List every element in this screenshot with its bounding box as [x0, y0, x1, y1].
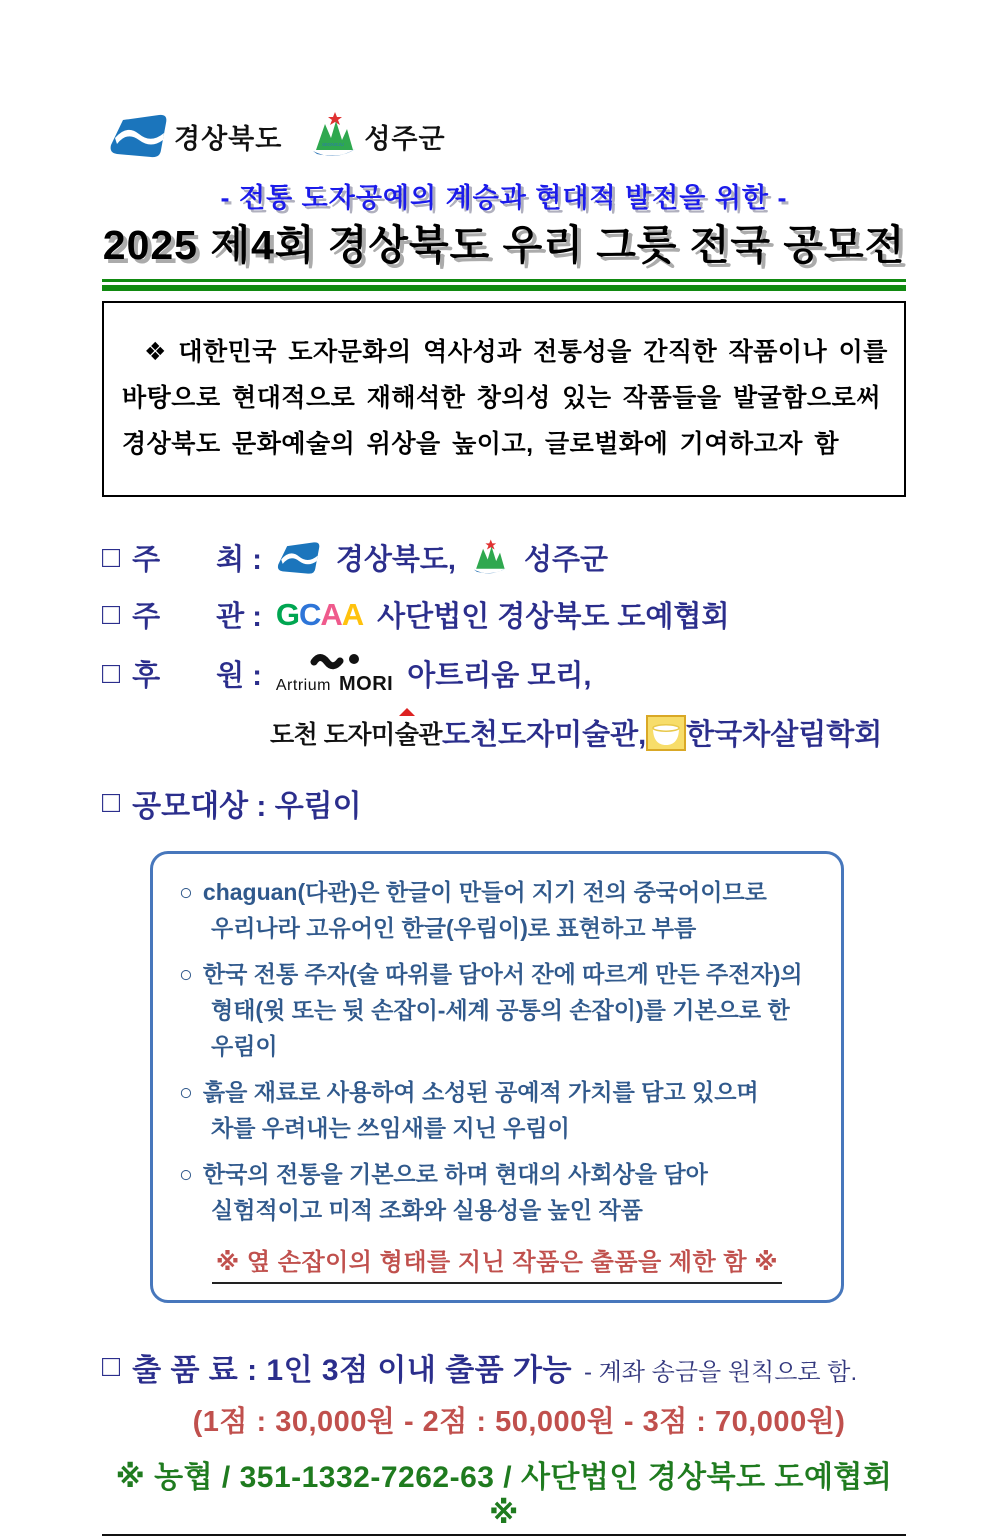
docheon-text: 술 [394, 720, 419, 749]
seongju-mountain-icon [308, 110, 360, 162]
gcaa-letter: A [320, 596, 342, 632]
seongju-logo [308, 110, 445, 162]
criteria-text: 흙을 재료로 사용하여 소성된 공예적 가치를 담고 있으며 [202, 1079, 759, 1106]
seongju-logo-label: 성주군 [364, 123, 446, 154]
artrium-mori-wordmark [276, 667, 393, 696]
circle-bullet: ○ [179, 961, 193, 988]
criteria-item [179, 1156, 815, 1228]
circle-bullet: ○ [179, 1079, 193, 1106]
criteria-note-wrap [179, 1242, 815, 1284]
checkbox-glyph: □ [102, 1350, 121, 1384]
gyeongbuk-logo-label: 경상북도 [174, 123, 283, 154]
gcaa-letter: G [275, 596, 299, 632]
host-label-2: 최 : [216, 544, 262, 577]
host-org-1: 경상북도, [335, 544, 456, 577]
artrium-word: Artrium [275, 677, 331, 695]
criteria-line [179, 956, 815, 992]
criteria-text: 우리나라 고유어인 한글(우림이)로 표현하고 부름 [211, 915, 697, 942]
sponsor-label-2: 원 : [216, 660, 262, 693]
checkbox-glyph: □ [102, 656, 121, 690]
fee-account-wrap [102, 1452, 906, 1536]
criteria-box [150, 851, 844, 1303]
host-row [102, 537, 906, 578]
purpose-line: 바탕으로 현대적으로 재해석한 창의성 있는 작품들을 발굴함으로써 [122, 384, 881, 413]
artrium-mori-logo [276, 651, 393, 696]
criteria-text: 실험적이고 미적 조화와 실용성을 높인 작품 [211, 1197, 643, 1224]
target-text: 공모대상 : 우림이 [132, 790, 362, 824]
sponsor-org-1: 아트리움 모리, [407, 660, 592, 693]
criteria-line [179, 1074, 815, 1110]
criteria-text: 한국 전통 주자(술 따위를 담아서 잔에 따르게 만든 주전자)의 [202, 961, 803, 988]
seongju-mountain-icon [470, 538, 510, 578]
double-green-rule [102, 279, 906, 291]
fee-section [102, 1345, 906, 1536]
sponsor-org-3: 한국차살림학회 [686, 719, 883, 752]
fee-suffix: - 계좌 송금을 원칙으로 함. [583, 1359, 858, 1387]
criteria-text: 차를 우려내는 쓰임새를 지닌 우림이 [211, 1115, 570, 1142]
fee-label: 출 품 료 : 1인 3점 이내 출품 가능 [132, 1354, 572, 1388]
sponsor-row-2 [270, 712, 906, 753]
criteria-text: 한국의 전통을 기본으로 하며 현대의 사회상을 담아 [202, 1161, 708, 1188]
supervise-label: 주 [132, 601, 161, 634]
host-org-2: 성주군 [524, 544, 609, 577]
tea-bowl-icon [646, 715, 686, 751]
organizer-rows [102, 537, 906, 825]
criteria-item [179, 874, 815, 946]
criteria-item [179, 1074, 815, 1146]
checkbox-glyph: □ [102, 597, 121, 631]
sponsor-row [102, 651, 906, 696]
purpose-box [102, 301, 906, 497]
docheon-museum-logo [270, 715, 442, 751]
header-logos [108, 110, 906, 162]
gcaa-letter: A [341, 596, 364, 632]
docheon-text: 관 [418, 720, 443, 749]
fee-prices: (1점 : 30,000원 - 2점 : 50,000원 - 3점 : 70,000원) [192, 1406, 846, 1439]
subtitle: - 전통 도자공예의 계승과 현대적 발전을 위한 - [220, 183, 788, 213]
supervise-org: 사단법인 경상북도 도예협회 [377, 601, 730, 634]
criteria-line [179, 874, 815, 910]
docheon-text: 도천 도자미 [270, 720, 395, 749]
criteria-text: 형태(윗 또는 뒷 손잡이-세계 공통의 손잡이)를 기본으로 한 우림이 [211, 997, 790, 1060]
purpose-line: ❖ 대한민국 도자문화의 역사성과 전통성을 간직한 작품이나 이를 [144, 338, 888, 367]
gyeongbuk-wave-icon [108, 113, 170, 159]
criteria-text: chaguan(다관)은 한글이 만들어 지기 전의 중국어이므로 [202, 879, 767, 906]
host-label: 주 [132, 544, 161, 577]
sponsor-org-2: 도천도자미술관, [442, 719, 647, 752]
docheon-sul-wrap [395, 715, 419, 751]
supervise-row [102, 594, 906, 635]
mori-word: MORI [339, 673, 394, 696]
checkbox-glyph: □ [102, 540, 121, 574]
checkbox-glyph: □ [102, 786, 121, 820]
fee-row [102, 1345, 906, 1389]
document-content [102, 0, 906, 1536]
target-row [102, 781, 906, 825]
circle-bullet: ○ [179, 879, 193, 906]
gyeongbuk-logo [108, 113, 282, 159]
red-roof-icon [399, 708, 415, 716]
restriction-note: ※ 옆 손잡이의 형태를 지닌 작품은 출품을 제한 함 ※ [212, 1242, 782, 1284]
rule-line-bottom [102, 285, 906, 291]
criteria-item [179, 956, 815, 1064]
circle-bullet: ○ [179, 1161, 193, 1188]
gcaa-logo [276, 597, 363, 633]
sponsor-label: 후 [132, 660, 161, 693]
bank-account-line: ※ 농협 / 351-1332-7262-63 / 사단법인 경상북도 도예협회 ※ [102, 1452, 906, 1536]
page-title: 2025 제4회 경상북도 우리 그릇 전국 공모전 [102, 222, 906, 268]
gcaa-letter: C [299, 596, 321, 632]
supervise-label-2: 관 : [216, 601, 262, 634]
purpose-line: 경상북도 문화예술의 위상을 높이고, 글로벌화에 기여하고자 함 [122, 430, 840, 459]
seongju-badge-text: SEONGJU [322, 142, 345, 147]
criteria-line [179, 1156, 815, 1192]
gyeongbuk-wave-icon [276, 540, 322, 576]
